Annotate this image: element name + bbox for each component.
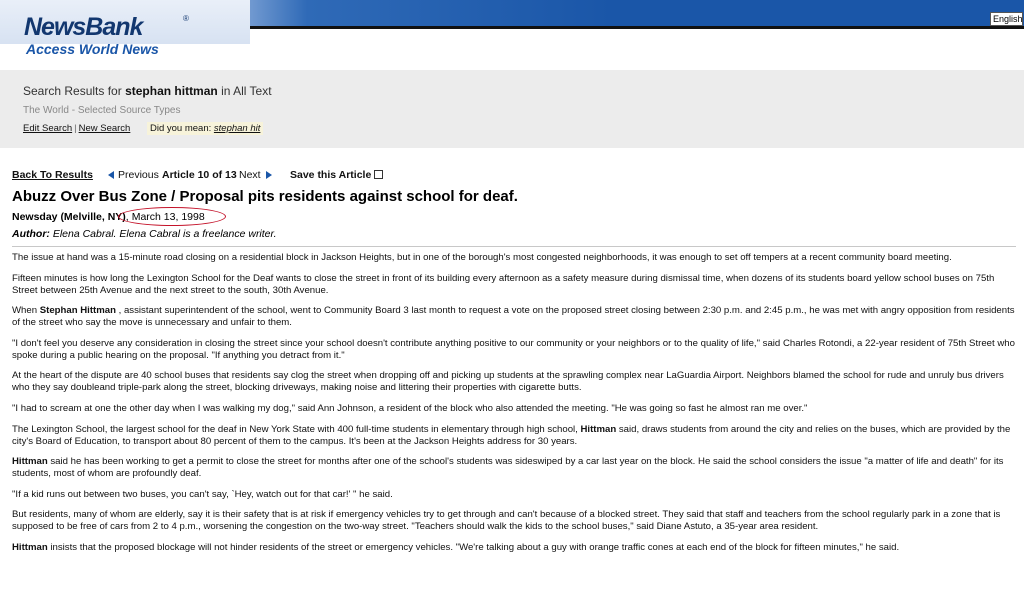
new-search-link[interactable]: New Search xyxy=(78,123,131,134)
previous-link[interactable]: Previous xyxy=(118,169,159,181)
article-paragraph xyxy=(12,424,1018,448)
language-select[interactable]: English xyxy=(990,12,1023,26)
highlighted-term: Hittman xyxy=(12,456,48,468)
paragraph-text: "If a kid runs out between two buses, you can't say, `Hey, watch out for that car!' " he said. xyxy=(12,488,393,500)
highlighted-term: Hittman xyxy=(580,423,617,435)
back-to-results-link[interactable]: Back To Results xyxy=(12,169,93,181)
article-count: Article 10 of 13 xyxy=(162,169,237,181)
article-paragraph xyxy=(12,456,1018,480)
article-paragraph xyxy=(12,305,1018,329)
article-body xyxy=(12,252,1018,563)
paragraph-text: But residents, many of whom are elderly, say it is their safety that is at risk if emergency vehicles try to get through and can't because of a blocked street. They said that staff and teachers from the school regularly park in a zone that is supposed to be free of cars from 2 to 4 p.m., worsening the congestion on the two-way street. "Teachers should walk the kids to the school buses," said Diane Astuto, a 35-year area resident. xyxy=(12,509,1001,533)
search-results-prefix: Search Results for xyxy=(23,84,122,98)
save-article-checkbox[interactable] xyxy=(374,170,383,179)
edit-search-link[interactable]: Edit Search xyxy=(23,123,73,134)
paragraph-text: insists that the proposed blockage will not hinder residents of the street or emergency vehicles. "We're talking about a guy with orange traffic cones at each end of the block for fifteen minutes," he said. xyxy=(47,541,900,553)
save-article-label: Save this Article xyxy=(290,169,372,181)
article-paragraph xyxy=(12,403,1018,415)
search-edit-links xyxy=(23,123,130,134)
link-separator: | xyxy=(74,123,77,134)
paragraph-text: The Lexington School, the largest school for the deaf in New York State with 400 full-time students in elementary through high school, xyxy=(12,423,581,435)
next-link[interactable]: Next xyxy=(239,169,261,181)
highlighted-term: Stephan Hittman xyxy=(39,305,116,317)
article-paragraph xyxy=(12,489,1018,501)
article-paragraph xyxy=(12,338,1018,362)
highlighted-term: Hittman xyxy=(12,541,48,553)
article-paragraph xyxy=(12,273,1018,297)
newsbank-logo[interactable]: NewsBank xyxy=(24,13,143,41)
author-name: Elena Cabral. Elena Cabral is a freelance writer. xyxy=(52,228,277,240)
date-highlight-oval xyxy=(118,207,226,226)
paragraph-text: When xyxy=(12,305,40,317)
paragraph-text: "I had to scream at one the other day when I was walking my dog," said Ann Johnson, a resident of the block who also attended the meeting. "He was going so fast he almost ran me over." xyxy=(12,402,808,414)
headline-divider xyxy=(12,246,1016,247)
date-separator: , xyxy=(125,211,129,223)
article-paragraph xyxy=(12,370,1018,394)
next-arrow-icon[interactable] xyxy=(266,171,272,179)
search-results-line xyxy=(23,84,272,98)
access-world-news-label: Access World News xyxy=(26,41,159,57)
paragraph-text: The issue at hand was a 15-minute road closing on a residential block in Jackson Heights, but in one of the borough's most congested neighborhoods, it was enough to set off tempers at a recent community board meeting. xyxy=(12,252,952,263)
paragraph-text: said, draws students from around the city and relies on the buses, which are provided by the city's Board of Education, to transport about 80 percent of them to the campus. It's been at the Jackson Heights address for 30 years. xyxy=(12,423,1011,447)
article-headline: Abuzz Over Bus Zone / Proposal pits residents against school for deaf. xyxy=(12,188,518,205)
article-navigation xyxy=(12,169,612,183)
article-paragraph xyxy=(12,509,1018,533)
paragraph-text: At the heart of the dispute are 40 school buses that residents say clog the street when dropping off and picking up students at the sprawling complex near LaGuardia Airport. Neighbors blamed the school for rude and unruly bus drivers who they say doubleand triple-park along the street, blocking driveways, making noise and littering their properties with cigarette butts. xyxy=(12,370,1004,394)
paragraph-text: "I don't feel you deserve any consideration in closing the street since your school doesn't contribute anything positive to our community or your neighbors or to the quality of life," said Charles Rotondi, a 22-year resident of 75th Street who spoke during a public hearing on the proposal. "If anything you detract from it." xyxy=(12,337,1015,361)
article-paragraph xyxy=(12,252,1018,264)
source-types-label: The World - Selected Source Types xyxy=(23,105,181,116)
search-results-suffix: in All Text xyxy=(221,84,272,98)
paragraph-text: said he has been working to get a permit to close the street for months after one of the school's students was sideswiped by a car last year on the block. He said the school considers the issue "a matter of life and death" for its students, most of whom are profoundly deaf. xyxy=(12,456,1004,480)
previous-arrow-icon[interactable] xyxy=(108,171,114,179)
paragraph-text: Fifteen minutes is how long the Lexington School for the Deaf wants to close the street in front of its building every afternoon as a safety measure during dismissal time, when dozens of its students board yellow school buses on 75th Street between 25th Avenue and the next street to the south, 30th Avenue. xyxy=(12,272,995,296)
article-author xyxy=(12,228,277,240)
logo-registered-mark: ® xyxy=(183,14,189,23)
author-label: Author: xyxy=(12,228,50,240)
did-you-mean-box xyxy=(147,122,263,135)
did-you-mean-label: Did you mean: xyxy=(150,123,212,134)
paragraph-text: , assistant superintendent of the school, went to Community Board 3 last month to request a vote on the proposed street closing between 2:30 p.m. and 2:45 p.m., he was met with angry opposition from residents of the street who say the move is unnecessary and unfair to them. xyxy=(12,305,1015,329)
header xyxy=(0,0,1024,70)
search-term: stephan hittman xyxy=(125,84,218,98)
article-paragraph xyxy=(12,542,1018,554)
publication-date: March 13, 1998 xyxy=(131,211,205,223)
publication-name: Newsday (Melville, NY) xyxy=(12,211,126,223)
did-you-mean-suggestion-link[interactable]: stephan hit xyxy=(213,123,261,134)
